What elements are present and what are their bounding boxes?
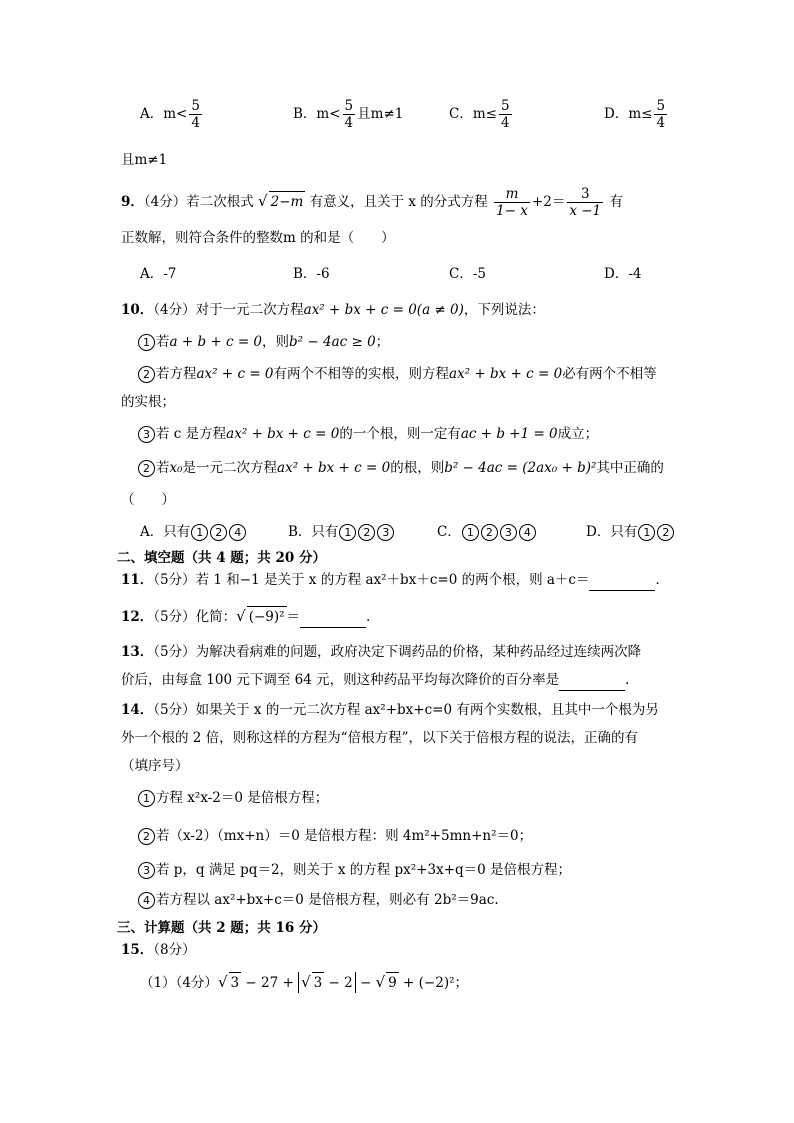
numerator: 5 (344, 98, 354, 114)
circled-3: 3 (500, 524, 517, 541)
circled-1: 1 (138, 790, 155, 807)
option-label: A．m< (140, 106, 188, 122)
q10-statement-1 (137, 332, 389, 352)
question-text: ． (625, 672, 639, 688)
equation: a + b + c = 0 (169, 334, 263, 350)
q14-line1 (121, 700, 659, 720)
option-label: D．只有 (586, 524, 638, 540)
radicand: 3 (312, 972, 325, 993)
statement-text: 的根，则 (390, 460, 445, 476)
q10-statement-2 (137, 364, 657, 384)
question-text: ． (655, 572, 669, 588)
operator: +2＝ (531, 194, 566, 210)
radicand: 3 (229, 972, 242, 993)
q10-option-a (140, 520, 247, 541)
sqrt-sign: √ (375, 973, 386, 991)
q10-stem (121, 300, 545, 320)
question-number: 14． (121, 702, 154, 718)
denominator: 1− x (496, 203, 528, 219)
equation: ax² + bx + c = 0 (277, 460, 391, 476)
circled-3: 3 (138, 862, 155, 879)
circled-1: 1 (191, 524, 208, 541)
statement-text: 其中正确的 (596, 460, 664, 476)
circled-2: 2 (138, 828, 155, 845)
q10-option-b (288, 520, 395, 541)
q8-option-a (140, 98, 204, 131)
fraction (567, 186, 603, 219)
q14-statement-1 (137, 788, 328, 808)
question-text: （4分）对于一元二次方程 (153, 302, 304, 318)
fraction (343, 98, 356, 131)
circled-4: 4 (138, 892, 155, 909)
q9-option-b: B．-6 (293, 266, 330, 282)
q10-statement-2-continuation: 的实根； (121, 394, 175, 410)
question-number: 15． (121, 942, 154, 958)
circled-2: 2 (358, 524, 375, 541)
statement-text: 成立； (557, 426, 599, 442)
option-tail: 且m≠1 (357, 106, 404, 122)
question-text: ． (366, 609, 380, 625)
radicand: 9 (386, 972, 399, 993)
circled-1: 1 (138, 334, 155, 351)
q11 (121, 570, 669, 591)
equation: ax² + bx + c = 0 (449, 366, 563, 382)
part-label: （1）（4分） (140, 975, 218, 991)
q10-statement-3 (137, 424, 598, 444)
numerator: 5 (191, 98, 200, 114)
circled-2: 2 (138, 366, 155, 383)
question-text: （4分）若二次根式 (143, 194, 254, 210)
q9-stem (121, 186, 623, 219)
question-text: 有 (609, 194, 623, 210)
answer-blank[interactable] (300, 607, 366, 628)
denominator: 4 (191, 115, 200, 131)
equation: ax² + bx + c = 0(a ≠ 0) (303, 302, 464, 318)
question-number: 11． (121, 572, 154, 588)
q8-option-d-continuation: 且m≠1 (121, 152, 168, 168)
denominator: 4 (656, 115, 666, 131)
question-text: 价后，由每盒 100 元下调至 64 元，则这种药品平均每次降价的百分率是 (121, 672, 560, 688)
equation: ax² + bx + c = 0 (226, 426, 340, 442)
circled-1: 1 (339, 524, 356, 541)
question-text: （5分）化简： (153, 609, 237, 625)
sqrt-sign: √ (217, 973, 228, 991)
q14-line3: （填序号） (121, 758, 189, 774)
q10-answer-paren: （ ） (121, 492, 175, 508)
circled-1: 1 (462, 524, 479, 541)
question-number: 10． (121, 302, 154, 318)
statement-text: 若方程以 ax²+bx+c＝0 是倍根方程，则必有 2b²＝9ac. (156, 892, 499, 908)
circled-1: 1 (638, 524, 655, 541)
option-label: B．只有 (288, 524, 339, 540)
question-text: 有意义，且关于 x 的分式方程 (309, 194, 488, 210)
circled-4: 4 (519, 524, 536, 541)
sqrt-sign: √ (236, 607, 246, 625)
circled-2: 2 (481, 524, 498, 541)
q10-option-c (437, 520, 537, 541)
question-number: 13． (121, 644, 154, 660)
operator: ＝ (286, 609, 301, 625)
circled-2: 2 (138, 460, 155, 477)
statement-text: ，则 (262, 334, 290, 350)
equation: ax² + c = 0 (196, 366, 274, 382)
q10-statement-4 (137, 458, 664, 478)
q9-option-c: C．-5 (449, 266, 486, 282)
statement-text: 方程 x²x-2＝0 是倍根方程； (156, 790, 329, 806)
q8-option-c (449, 98, 514, 131)
question-text: （5分）如果关于 x 的一元二次方程 ax²+bx+c=0 有两个实数根，且其中一个根为另 (153, 702, 659, 718)
equation: b² − 4ac = (2ax₀ + b)² (444, 460, 597, 476)
statement-text: 的一个根，则一定有 (339, 426, 461, 442)
variable: x₀ (169, 460, 183, 476)
radicand: (−9)² (247, 606, 287, 627)
q14-statement-3 (137, 860, 571, 880)
statement-text: 若方程 (156, 366, 197, 382)
q9-option-d: D．-4 (604, 266, 642, 282)
option-label: B．m< (293, 106, 341, 122)
q12 (121, 606, 380, 628)
statement-text: 是一元二次方程 (182, 460, 278, 476)
statement-text: 有两个不相等的实根，则方程 (273, 366, 450, 382)
numerator: 5 (500, 98, 510, 114)
expression: + (−2)² (398, 975, 455, 991)
sqrt-sign: √ (301, 973, 311, 991)
denominator: 4 (344, 115, 354, 131)
statement-text: 若 p，q 满足 pq＝2，则关于 x 的方程 px²+3x+q＝0 是倍根方程； (156, 862, 572, 878)
answer-blank[interactable] (589, 570, 655, 591)
q8-option-b (293, 98, 403, 131)
statement-text: 若（x-2）（mx+n）＝0 是倍根方程：则 4m²+5mn+n²＝0； (156, 828, 533, 844)
q9-option-a: A．-7 (140, 266, 177, 282)
absolute-value (298, 972, 356, 993)
option-label: C． (437, 524, 461, 540)
statement-text: 若 (156, 460, 170, 476)
denominator: 4 (500, 115, 510, 131)
q13-line2 (121, 670, 639, 691)
question-text: ，下列说法： (463, 302, 545, 318)
statement-text: 必有两个不相等 (562, 366, 657, 382)
option-label: D．m≤ (604, 106, 653, 122)
numerator: 3 (567, 186, 603, 203)
question-number: 12． (121, 609, 154, 625)
q14-line2: 外一个根的 2 倍，则称这样的方程为“倍根方程”，以下关于倍根方程的说法，正确的有 (121, 730, 638, 746)
question-text: （5分）若 1 和−1 是关于 x 的方程 ax²＋bx＋c=0 的两个根，则 a＋c＝ (153, 572, 590, 588)
fraction (499, 98, 512, 131)
radicand: 2−m (269, 191, 306, 212)
question-number: 9． (121, 194, 144, 210)
expression: ； (454, 975, 469, 991)
section-3-title: 三、计算题（共 2 题；共 16 分） (117, 920, 326, 936)
answer-blank[interactable] (559, 670, 625, 691)
expression: − (355, 975, 376, 991)
statement-text: ； (375, 334, 390, 350)
section-2-title: 二、填空题（共 4 题；共 20 分） (117, 550, 326, 566)
statement-text: 若 (156, 334, 170, 350)
fraction (654, 98, 667, 131)
option-label: A．只有 (140, 524, 191, 540)
q8-option-d (604, 98, 669, 131)
equation: ac + b +1 = 0 (460, 426, 558, 442)
fraction (189, 98, 202, 131)
q15 (121, 940, 196, 960)
circled-3: 3 (377, 524, 394, 541)
numerator: 5 (656, 98, 666, 114)
denominator: x −1 (569, 203, 602, 219)
q14-statement-2 (137, 826, 532, 846)
option-label: C．m≤ (449, 106, 497, 122)
question-text: （8分） (153, 942, 196, 958)
circled-2: 2 (657, 524, 674, 541)
circled-2: 2 (210, 524, 227, 541)
numerator: m (494, 186, 530, 203)
q15-part-1 (140, 972, 468, 993)
statement-text: 若 c 是方程 (156, 426, 227, 442)
q10-option-d (586, 520, 675, 541)
circled-3: 3 (138, 426, 155, 443)
circled-4: 4 (229, 524, 246, 541)
q13-line1 (121, 642, 641, 662)
expression: − 2 (324, 975, 353, 991)
q9-stem-line2: 正数解，则符合条件的整数m 的和是（ ） (121, 230, 395, 246)
equation: b² − 4ac ≥ 0 (289, 334, 376, 350)
expression: − 27 + (241, 975, 299, 991)
sqrt-sign: √ (258, 192, 268, 210)
question-text: （5分）为解决看病难的问题，政府决定下调药品的价格，某种药品经过连续两次降 (153, 644, 642, 660)
fraction (494, 186, 530, 219)
q14-statement-4 (137, 890, 499, 910)
